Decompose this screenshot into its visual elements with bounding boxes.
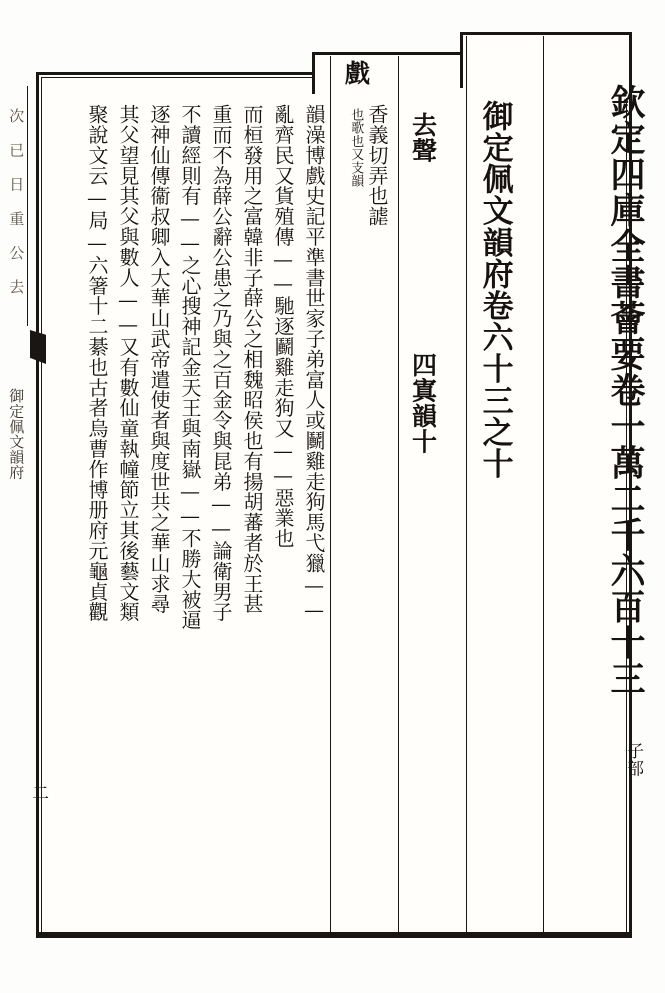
section-label: 去聲 bbox=[408, 112, 438, 163]
column-rule bbox=[398, 56, 399, 933]
headword-note: 也歌也又支韻 bbox=[348, 108, 364, 188]
text-column: 亂齊民又貨殖傳——馳逐鬬雞走狗又——惡業也 bbox=[271, 104, 295, 549]
margin-fish-tail-mark bbox=[30, 330, 46, 364]
margin-note-top: 次 已 日 重 公 去 bbox=[7, 108, 26, 295]
text-column: 重而不為薛公辭公患之乃與之百金令與昆弟——論衛男子 bbox=[209, 104, 233, 622]
series-subtitle: 子部 bbox=[623, 742, 643, 777]
text-column: 香義切弄也謔 bbox=[365, 104, 389, 227]
margin-note-bottom: 御定佩文韻府 bbox=[7, 388, 26, 480]
headword: 戲 bbox=[341, 60, 371, 86]
text-column: 韻澡博戲史記平準書世家子弟富人或鬭雞走狗馬弋獵—— bbox=[302, 104, 326, 622]
column-rule bbox=[543, 36, 544, 933]
step-cover-1 bbox=[315, 88, 471, 98]
column-rule bbox=[466, 36, 467, 933]
rhyme-label: 四寘韻十 bbox=[408, 352, 438, 454]
series-title: 欽定四庫全書薈要卷一萬二千六百十三 bbox=[605, 84, 646, 697]
text-column: 不讀經則有——之心搜神記金天王與南嶽——不勝大被逼 bbox=[178, 104, 202, 630]
column-rule bbox=[330, 56, 331, 933]
book-title: 御定佩文韻府卷六十三之十 bbox=[476, 100, 513, 480]
text-column: 聚說文云—局—六箸十二綦也古者烏曹作博册府元龜貞觀 bbox=[85, 104, 109, 622]
margin-rule bbox=[27, 86, 28, 326]
text-column: 而桓發用之富韓非子薛公之相魏昭侯也有揚胡蕃者於王甚 bbox=[240, 104, 264, 614]
page-number: 二 bbox=[28, 784, 48, 801]
text-column: 其父望見其父與數人——又有數仙童執幢節立其後藝文類 bbox=[116, 104, 140, 622]
text-column: 逐神仙傳衞叔卿入大華山武帝遣使者與度世共之華山求尋 bbox=[147, 104, 171, 614]
